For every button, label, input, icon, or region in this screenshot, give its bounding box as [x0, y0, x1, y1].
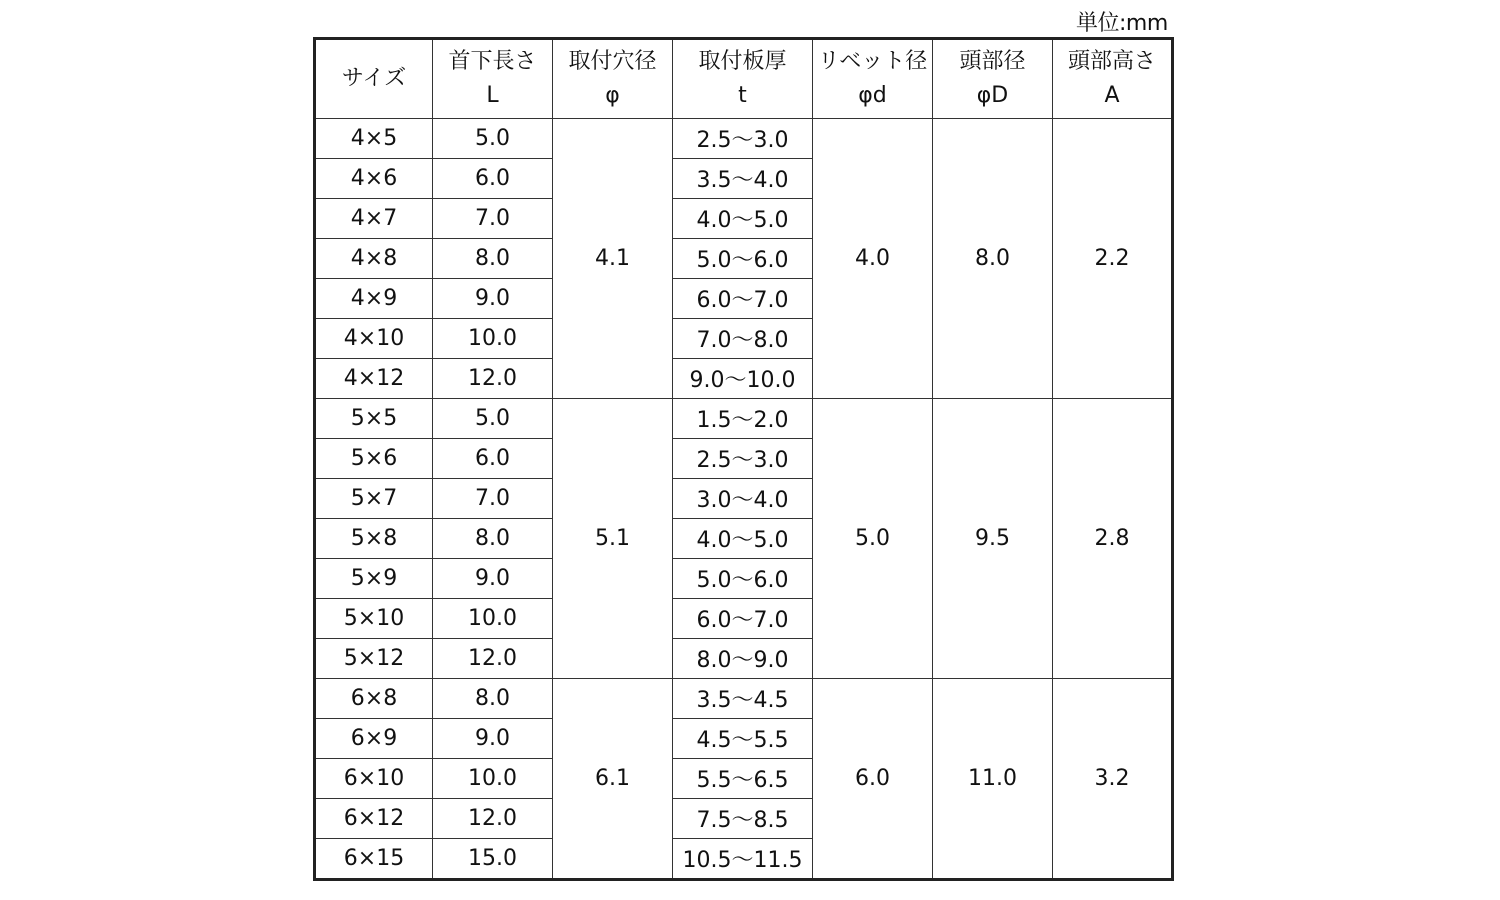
plate-thickness-cell: 4.0～5.0 — [673, 199, 813, 239]
plate-thickness-cell: 6.0～7.0 — [673, 279, 813, 319]
length-cell: 15.0 — [433, 839, 553, 880]
header-rivet-diameter-symbol: φd — [858, 83, 887, 108]
plate-thickness-cell: 7.0～8.0 — [673, 319, 813, 359]
rivet-diameter-cell: 6.0 — [813, 679, 933, 880]
head-diameter-cell: 9.5 — [933, 399, 1053, 679]
plate-thickness-cell: 3.5～4.0 — [673, 159, 813, 199]
plate-thickness-cell: 4.5～5.5 — [673, 719, 813, 759]
table-row — [315, 399, 1173, 439]
header-head-height — [1053, 39, 1173, 119]
length-cell: 9.0 — [433, 719, 553, 759]
header-hole-diameter-symbol: φ — [605, 83, 620, 108]
size-cell: 5×9 — [315, 559, 433, 599]
length-cell: 12.0 — [433, 639, 553, 679]
size-cell: 5×5 — [315, 399, 433, 439]
head-height-cell: 2.8 — [1053, 399, 1173, 679]
table-row — [315, 679, 1173, 719]
plate-thickness-cell: 5.0～6.0 — [673, 559, 813, 599]
plate-thickness-cell: 1.5～2.0 — [673, 399, 813, 439]
plate-thickness-cell: 3.5～4.5 — [673, 679, 813, 719]
size-cell: 5×8 — [315, 519, 433, 559]
table-header — [315, 39, 1173, 119]
plate-thickness-cell: 7.5～8.5 — [673, 799, 813, 839]
table-row — [315, 119, 1173, 159]
header-size-label: サイズ — [341, 66, 407, 91]
size-cell: 5×7 — [315, 479, 433, 519]
length-cell: 8.0 — [433, 679, 553, 719]
rivet-diameter-cell: 4.0 — [813, 119, 933, 399]
header-head-diameter — [933, 39, 1053, 119]
header-size — [315, 39, 433, 119]
header-hole-diameter — [553, 39, 673, 119]
size-cell: 4×6 — [315, 159, 433, 199]
size-cell: 4×12 — [315, 359, 433, 399]
size-cell: 6×9 — [315, 719, 433, 759]
length-cell: 12.0 — [433, 359, 553, 399]
header-head-diameter-label: 頭部径 — [959, 49, 1026, 74]
plate-thickness-cell: 2.5～3.0 — [673, 119, 813, 159]
size-cell: 5×10 — [315, 599, 433, 639]
plate-thickness-cell: 10.5～11.5 — [673, 839, 813, 880]
hole-diameter-cell: 4.1 — [553, 119, 673, 399]
size-cell: 6×8 — [315, 679, 433, 719]
length-cell: 5.0 — [433, 119, 553, 159]
header-head-diameter-symbol: φD — [976, 83, 1009, 108]
header-head-height-symbol: A — [1104, 83, 1120, 108]
head-diameter-cell: 8.0 — [933, 119, 1053, 399]
header-plate-thickness — [673, 39, 813, 119]
header-length — [433, 39, 553, 119]
length-cell: 12.0 — [433, 799, 553, 839]
length-cell: 6.0 — [433, 159, 553, 199]
length-cell: 10.0 — [433, 599, 553, 639]
header-length-label: 首下長さ — [448, 49, 537, 74]
length-cell: 9.0 — [433, 559, 553, 599]
size-cell: 4×10 — [315, 319, 433, 359]
rivet-diameter-cell: 5.0 — [813, 399, 933, 679]
size-cell: 4×7 — [315, 199, 433, 239]
length-cell: 10.0 — [433, 759, 553, 799]
size-cell: 5×12 — [315, 639, 433, 679]
length-cell: 6.0 — [433, 439, 553, 479]
header-length-symbol: L — [486, 83, 499, 108]
plate-thickness-cell: 3.0～4.0 — [673, 479, 813, 519]
size-cell: 4×9 — [315, 279, 433, 319]
header-row — [315, 39, 1173, 119]
plate-thickness-cell: 2.5～3.0 — [673, 439, 813, 479]
header-rivet-diameter — [813, 39, 933, 119]
header-plate-thickness-symbol: t — [738, 83, 747, 108]
plate-thickness-cell: 4.0～5.0 — [673, 519, 813, 559]
header-plate-thickness-label: 取付板厚 — [698, 49, 787, 74]
length-cell: 9.0 — [433, 279, 553, 319]
size-cell: 6×10 — [315, 759, 433, 799]
hole-diameter-cell: 5.1 — [553, 399, 673, 679]
length-cell: 7.0 — [433, 479, 553, 519]
plate-thickness-cell: 9.0～10.0 — [673, 359, 813, 399]
header-hole-diameter-label: 取付穴径 — [568, 49, 657, 74]
hole-diameter-cell: 6.1 — [553, 679, 673, 880]
spec-table — [313, 37, 1174, 881]
size-cell: 6×12 — [315, 799, 433, 839]
header-head-height-label: 頭部高さ — [1067, 49, 1156, 74]
length-cell: 8.0 — [433, 519, 553, 559]
header-rivet-diameter-label: リベット径 — [817, 49, 928, 74]
table-body — [315, 119, 1173, 880]
head-height-cell: 2.2 — [1053, 119, 1173, 399]
size-cell: 6×15 — [315, 839, 433, 880]
length-cell: 5.0 — [433, 399, 553, 439]
plate-thickness-cell: 6.0～7.0 — [673, 599, 813, 639]
head-height-cell: 3.2 — [1053, 679, 1173, 880]
size-cell: 4×5 — [315, 119, 433, 159]
plate-thickness-cell: 5.0～6.0 — [673, 239, 813, 279]
length-cell: 7.0 — [433, 199, 553, 239]
plate-thickness-cell: 5.5～6.5 — [673, 759, 813, 799]
size-cell: 4×8 — [315, 239, 433, 279]
size-cell: 5×6 — [315, 439, 433, 479]
length-cell: 10.0 — [433, 319, 553, 359]
length-cell: 8.0 — [433, 239, 553, 279]
plate-thickness-cell: 8.0～9.0 — [673, 639, 813, 679]
unit-label: 単位:mm — [1076, 11, 1168, 36]
head-diameter-cell: 11.0 — [933, 679, 1053, 880]
